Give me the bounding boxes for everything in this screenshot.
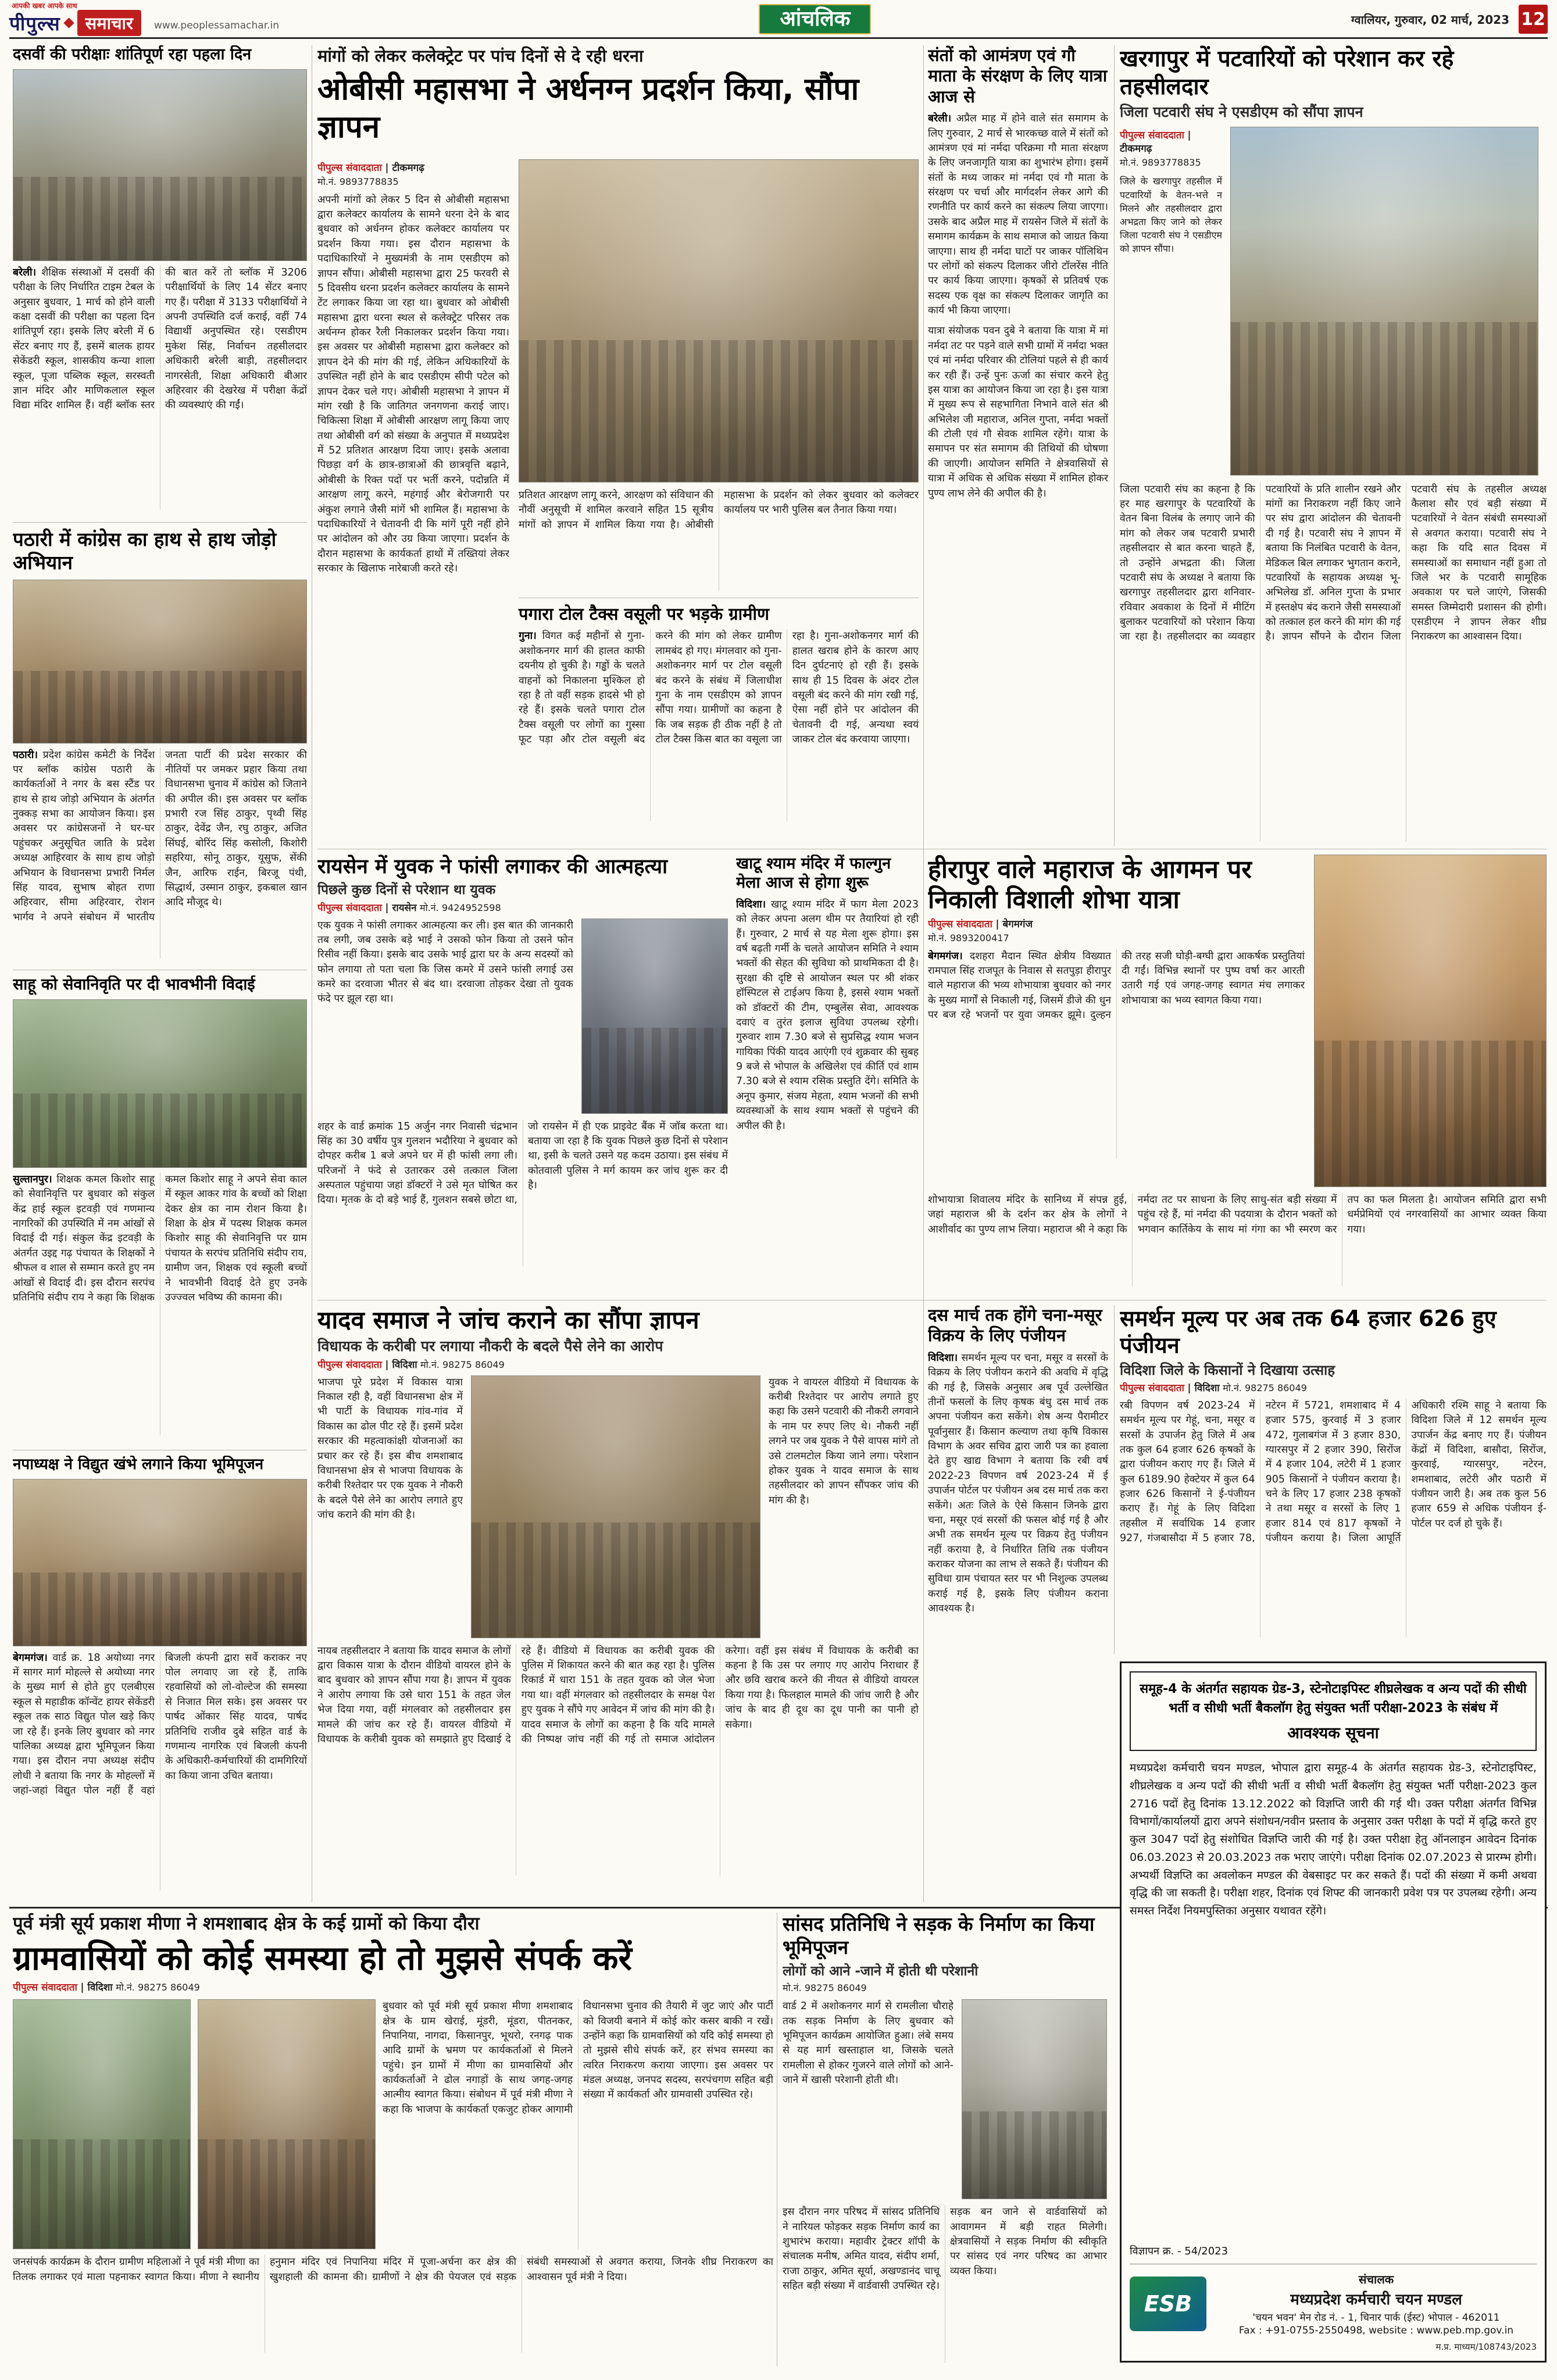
article-sahu-farewell <box>13 975 307 1445</box>
pagara-headline: पगारा टोल टैक्स वसूली पर भड़के ग्रामीण <box>519 604 769 624</box>
sansad-photo <box>962 1999 1107 2199</box>
byline-phone: मो.नं. 9893778835 <box>1120 156 1201 168</box>
article-heerapur-yatra <box>928 855 1547 1298</box>
ad-signatory: संचालक <box>1358 2272 1394 2286</box>
sahu-headline: साहू को सेवानिवृति पर दी भावभीनी विदाई <box>13 975 255 994</box>
byline-agency: पीपुल्स संवाददाता <box>317 162 382 174</box>
raisen-photo <box>581 919 728 1114</box>
yadav-body-3 <box>317 1644 919 1875</box>
byline-phone: मो.नं. 9424952598 <box>420 902 501 913</box>
dateline: बरेली। <box>928 113 952 125</box>
logo-diamond-icon <box>63 17 74 28</box>
article-congress-abhiyan <box>13 528 307 965</box>
byline-agency: पीपुल्स संवाददाता <box>13 1982 77 1994</box>
article-yadav-gyapan <box>317 1305 919 1902</box>
byline-city: | विदिशा <box>80 1982 113 1994</box>
pagara-body <box>519 629 919 821</box>
byline-phone: मो.नं. 98275 86049 <box>1223 1382 1307 1393</box>
samarthan-subhead: विदिशा जिले के किसानों ने दिखाया उत्साह <box>1120 1361 1335 1378</box>
samarthan-body <box>1120 1399 1547 1637</box>
masthead-tagline: आपकी खबर आपके साथ <box>12 1 77 10</box>
byline-phone: मो.नं. 98275 86049 <box>116 1982 200 1993</box>
yadav-body-1: भाजपा पूरे प्रदेश में विकास यात्रा निकाल रही है, वहीं विधानसभा क्षेत्र में भी पार्टी के विधायक गांव-गांव में विकास का ढोल पीट रहे हैं। इसमें प्रदेश सरकार की महत्वाकांक्षी योजनाओं का प्रचार कर रहे हैं। इस बीच शमशाबाद विधानसभा क्षेत्र से भाजपा विधायक के करीबी रिश्तेदार पर एक युवक ने नौकरी के बदले पैसे लेने का आरोप लगाते हुए जांच कराने की मांग की है। <box>317 1376 463 1521</box>
masthead-rule <box>9 37 1548 39</box>
body-text: इस दौरान नगर परिषद में सांसद प्रतिनिधि ने नारियल फोड़कर सड़क निर्माण कार्य का शुभारंभ कराया। महावीर ट्रेक्टर शॉपी के संचालक मनीष, अमित यादव, संदीप शर्मा, राजा ठाकुर, अमित सूर्या, अखण्डानंद चाचू सहित बड़ी संख्या में वार्डवासी उपस्थित रहे। सड़क बन जाने से वार्डवासियों को आवागमन में बड़ी राहत मिलेगी। क्षेत्रवासियों ने सड़क निर्माण की स्वीकृति पर सांसद एवं नगर परिषद का आभार व्यक्त किया। <box>783 2206 1107 2292</box>
dateline: सुल्तानपुर। <box>13 1173 52 1185</box>
exam-photo <box>13 69 307 261</box>
page-number: 12 <box>1519 5 1548 34</box>
congress-photo <box>13 580 307 744</box>
body-text: विगत कई महीनों से गुना-अशोकनगर मार्ग की हालत काफी दयनीय हो चुकी है। गड्ढों के चलते वाहनों को निकालना मुश्किल हो रहा है तो वहीं सड़क हादसे भी हो रहे हैं। इसके चलते पगारा टोल टैक्स वसूली पर लोगों का गुस्सा फूट पड़ा और टोल वसूली बंद करने की मांग को लेकर ग्रामीण लामबंद हो गए। मंगलवार को गुना-अशोकनगर मार्ग पर टोल वसूली बंद करने के संबंध में जिलाधीश गुना के नाम एसडीएम को ज्ञापन सौंपा गया। ग्रामीणों का कहना है कि जब सड़क ही ठीक नहीं है तो टोल टैक्स किस बात का वसूला जा रहा है। गुना-अशोकनगर मार्ग की हालत खराब होने के कारण आए दिन दुर्घटनाएं हो रही हैं। इसके साथ ही 15 दिवस के अंदर टोल वसूली बंद करने की मांग रखी गई, ऐसा नहीं होने पर आंदोलन की चेतावनी दी गई, अन्यथा स्वयं जाकर टोल बंद करवाया जाएगा। <box>519 630 919 745</box>
dateline: विदिशा। <box>928 1352 958 1364</box>
ad-title: समूह-4 के अंतर्गत सहायक ग्रेड-3, स्टेनोटाइपिस्ट शीघ्रलेखक व अन्य पदों की सीधी भर्ती व सीधी भर्ती बैकलॉग हेतु संयुक्त भर्ती परीक्षा-2023 के संबंध में <box>1140 1682 1527 1716</box>
article-raisen-suicide <box>317 855 728 1298</box>
dateline: विदिशा। <box>736 898 766 910</box>
esb-recruitment-notice <box>1120 1661 1547 2363</box>
raisen-body-2 <box>317 1120 728 1266</box>
yadav-subhead: विधायक के करीबी पर लगाया नौकरी के बदले पैसे लेने का आरोप <box>317 1338 663 1355</box>
byline-agency: पीपुल्स संवाददाता <box>1120 1382 1184 1394</box>
byline-agency: पीपुल्स संवाददाता <box>1120 129 1184 141</box>
body-text: रबी विपणन वर्ष 2023-24 में समर्थन मूल्य पर गेहूं, चना, मसूर व सरसों के उपार्जन हेतु जिले में अब तक कुल 64 हजार 626 कृषकों के द्वारा पंजीयन कराए गए हैं। जिले में कुल 6189.90 हेक्टेयर में कुल 64 हजार 626 किसानों ने ई-पंजीयन कराए हैं। गेहूं के लिए विदिशा तहसील में सर्वाधिक 14 हजार 927, गंजबासौदा में 5 हजार 78, नटेरन में 5721, शमशाबाद में 4 हजार 575, कुरवाई में 3 हजार 472, गुलाबगंज में 3 हजार 830, ग्यारसपुर में 2 हजार 390, सिरोंज में 4 हजार 104, लटेरी में 1 हजार 905 किसानों ने पंजीयन कराया है। चने के लिए 17 हजार 238 कृषकों ने तथा मसूर व सरसों के लिए 1 हजार 814 एवं 817 कृषकों ने पंजीयन कराया है। जिला आपूर्ति अधिकारी रश्मि साहू ने बताया कि विदिशा जिले में 12 समर्थन मूल्य उपार्जन केंद्र बनाए गए हैं। पंजीयन केंद्रों में विदिशा, बासौदा, सिरोंज, कुरवाई, ग्यारसपुर, नटेरन, शमशाबाद, लटेरी और पठारी में पंजीयन जारी है। अब तक कुल 56 हजार 659 से अधिक पंजीयन ई-पोर्टल पर दर्ज हो चुके हैं। <box>1120 1399 1547 1545</box>
santo-headline: संतों को आमंत्रण एवं गौ माता के संरक्षण के लिए यात्रा आज से <box>928 45 1108 106</box>
heerapur-body-1 <box>928 949 1305 1159</box>
ad-org-contact: Fax : +91-0755-2550498, website : www.peb.mp.gov.in <box>1238 2325 1514 2336</box>
heerapur-headline: हीरापुर वाले महाराज के आगमन पर निकाली विशाली शोभा यात्रा <box>928 855 1252 915</box>
heerapur-byline <box>928 918 1305 931</box>
article-khargapur-patwari <box>1120 45 1547 846</box>
khargapur-top-row <box>1120 127 1547 476</box>
byline-city: | टीकमगढ़ <box>385 162 424 174</box>
sahu-photo <box>13 999 307 1168</box>
khargapur-headline: खरगापुर में पटवारियों को परेशान कर रहे तहसीलदार <box>1120 46 1454 100</box>
poles-photo <box>13 1479 307 1646</box>
article-poles-bhumipujan <box>13 1456 307 1901</box>
khargapur-subhead: जिला पटवारी संघ ने एसडीएम को सौंपा ज्ञापन <box>1120 103 1363 121</box>
byline-phone: मो.नं. 98275 86049 <box>420 1359 505 1370</box>
ad-reference-number: विज्ञापन क्र. - 54/2023 <box>1130 2245 1229 2257</box>
ad-org-name: मध्यप्रदेश कर्मचारी चयन मण्डल <box>1290 2291 1462 2308</box>
heerapur-body-2 <box>928 1193 1547 1286</box>
article-obc-protest <box>317 45 919 846</box>
sansad-body-2 <box>783 2205 1107 2363</box>
dateline: बरेली। <box>13 266 37 278</box>
raisen-byline <box>317 902 728 915</box>
logo-text-2: समाचार <box>77 10 141 36</box>
obc-protest-photo <box>519 159 919 483</box>
newspaper-logo <box>9 2 141 36</box>
column-divider <box>1114 45 1115 846</box>
body-text: प्रतिशत आरक्षण लागू करने, आरक्षण को संविधान की नौवीं अनुसूची में शामिल करवाने सहित 15 सूत्रीय मांगों को ज्ञापन में शामिल किया गया है। ओबीसी महासभा के प्रदर्शन को लेकर बुधवार को कलेक्टर कार्यालय पर भारी पुलिस बल तैनात किया गया। <box>519 489 919 531</box>
byline-agency: पीपुल्स संवाददाता <box>317 1359 382 1371</box>
ad-body: मध्यप्रदेश कर्मचारी चयन मण्डल, भोपाल द्वारा समूह-4 के अंतर्गत सहायक ग्रेड-3, स्टेनोटाइपिस्ट, शीघ्रलेखक व अन्य पदों की सीधी भर्ती व सीधी भर्ती बैकलॉग हेतु संयुक्त भर्ती परीक्षा-2023 कुल 2716 पदों हेतु दिनांक 13.12.2022 को विज्ञप्ति जारी की गई थी। उक्त परीक्षा अंतर्गत विभिन्न विभागों/कार्यालयों द्वारा अपने संशोधन/नवीन प्रस्ताव के अनुसार उक्त परीक्षा के पदों में वृद्धि करते हुए कुल 3047 पदों हेतु संशोधित विज्ञप्ति जारी की गई है। उक्त परीक्षा हेतु ऑनलाइन आवेदन दिनांक 06.03.2023 से 20.03.2023 तक भराए जाएंगे। परीक्षा दिनांक 02.07.2023 से प्रारम्भ होगी। अभ्यर्थी विज्ञप्ति का अवलोकन मण्डल की वेबसाइट पर कर सकते हैं। पदों की संख्या में कमी अथवा वृद्धि की जा सकती है। परीक्षा शहर, दिनांक एवं शिफ्ट की जानकारी प्रवेश पत्र पर उपलब्ध रहेगी। अन्य समस्त निर्देश नियमपुस्तिका अनुसार यथावत रहेंगे। <box>1130 1761 1537 1918</box>
body-text: समर्थन मूल्य पर चना, मसूर व सरसों के विक्रय के लिए पंजीयन कराने की अवधि में वृद्धि की गई है, जिसके अनुसार अब पूर्व उल्लेखित तीनों फसलों के लिए कृषक बंधु दस मार्च तक अपना पंजीयन करा सकेंगे। शेष अन्य पैरामीटर पूर्वानुसार हैं। किसान कल्याण तथा कृषि विकास विभाग के अवर सचिव द्वारा जारी पत्र का हवाला देते हुए खाद्य विभाग ने बताया कि रबी वर्ष 2022-23 विपणन वर्ष 2023-24 में ई उपार्जन पोर्टल पर पंजीयन अब दस मार्च तक करा सकेंगे। अतः जिले के ऐसे किसान जिनके द्वारा चना, मसूर एवं सरसों की फसल बोई गई है और अभी तक समर्थन मूल्य पर विक्रय हेतु पंजीयन नहीं कराया है, वे निर्धारित तिथि तक पंजीयन कराकर योजना का लाभ ले सकते हैं। पंजीयन की सुविधा ग्राम पंचायत स्तर पर भी निशुल्क उपलब्ध कराई गई है, इसके लिए पंजीयन कराना आवश्यक है। <box>928 1352 1108 1615</box>
raisen-headline: रायसेन में युवक ने फांसी लगाकर की आत्महत्या <box>317 855 668 878</box>
byline-city: | विदिशा <box>1187 1382 1220 1394</box>
obc-left-column <box>317 159 509 845</box>
khargapur-photo <box>1230 127 1538 476</box>
meena-body-1 <box>383 1999 773 2249</box>
body-text: वार्ड क्र. 18 अयोध्या नगर में सागर मार्ग मोहल्ले से अयोध्या नगर के मुख्य मार्ग से होते हुए एलबीएस स्कूल से महाडीक कॉन्वेंट हायर सेकेंडरी स्कूल तक साठ विद्युत पोल खड़े किए जा रहे हैं। इनके लिए बुधवार को नगर पालिका अध्यक्ष द्वारा भूमिपूजन किया गया। इस दौरान नपा अध्यक्ष संदीप लोधी ने बताया कि नगर के मोहल्लों में जहां-जहां विद्युत पोल नहीं हैं वहां बिजली कंपनी द्वारा सर्वे कराकर नए पोल लगवाए जा रहे हैं, ताकि रहवासियों को लो-वोल्टेज की समस्या से निजात मिल सके। इस अवसर पर पार्षद ओंकार सिंह यादव, पार्षद प्रतिनिधि राजीव दुबे सहित वार्ड के गणमान्य नागरिक एवं बिजली कंपनी के अधिकारी-कर्मचारियों की दामगिरियों का किया जाना उचित बताया। <box>13 1652 307 1797</box>
article-santo-yatra <box>928 45 1108 846</box>
heerapur-photo <box>1314 855 1547 1187</box>
body-text: दशहरा मैदान स्थित क्षेत्रीय विख्यात रामपाल सिंह राजपूत के निवास से सतपुड़ा हीरापुर वाले महाराज की भव्य शोभायात्रा बुधवार को नगर के मुख्य मार्गों से निकाली गई, जिसमें डीजे की धुन पर बज रहे भजनों पर युवा जमकर झूमे। दुल्हन की तरह सजी घोड़ी-बग्घी द्वारा आकर्षक प्रस्तुतियां दी गईं। विभिन्न स्थानों पर पुष्प वर्षा कर आरती उतारी गई एवं जगह-जगह स्वागत मंच लगाक‍र शोभायात्रा का भव्य स्वागत किया गया। <box>928 950 1305 1021</box>
logo-text-1: पीपुल्स <box>9 12 60 35</box>
dasmarch-headline: दस मार्च तक होंगे चना-मसूर विक्रय के लिए पंजीयन <box>928 1305 1102 1346</box>
yadav-top-row <box>317 1375 919 1638</box>
poles-headline: नपाध्यक्ष ने विद्युत खंभे लगाने किया भूमिपूजन <box>13 1456 264 1473</box>
body-text: नायब तहसीलदार ने बताया कि यादव समाज के लोगों द्वारा विकास यात्रा के दौरान वीडियो वायरल होने के बाद बुधवार को ज्ञापन सौंपा गया है। ज्ञापन में युवक ने आरोप लगाया कि उसे धारा 151 के तहत जेल भेज दिया गया, वहीं मंगलवार को तहसीलदार इस मामले की जांच कर रहे हैं। वायरल वीडियो में विधायक के करीबी युवक को समझाते हुए दिखाई दे रहे हैं। वीडियो में विधायक का करीबी युवक की पुलिस में शिकायत करने की बात कह रहा है। पुलिस रिकार्ड में धारा 151 के तहत युवक को जेल भेजा गया था। वहीं मंगलवार को तहसीलदार के समक्ष पेश हुए युवक ने सौंपे गए आवेदन में जांच की मांग की है। यादव समाज के लोगों का कहना है कि यदि मामले की निष्पक्ष जांच नहीं की गई तो समाज आंदोलन करेगा। वहीं इस संबंध में विधायक के करीबी का कहना है कि उस पर लगाए गए आरोप निराधार हैं और छवि खराब करने की नीयत से वीडियो वायरल किया गया है। फिलहाल मामले की जांच जारी है और जांच के बाद ही दूध का दूध पानी का पानी हो सकेगा। <box>317 1645 919 1745</box>
meena-photo-2 <box>198 1999 376 2249</box>
row-divider <box>13 522 307 523</box>
sansad-phone: मो.नं. 98275 86049 <box>783 1982 867 1994</box>
column-divider <box>1114 1305 1115 1654</box>
obc-body-lead: अपनी मांगों को लेकर 5 दिन से ओबीसी महासभा द्वारा कलेक्टर कार्यालय के सामने धरना देने के बाद बुधवार को अर्धनग्न होकर कलेक्टर कार्यालय पर प्रदर्शन किया गया। इस दौरान महासभा के पदाधिकारियों ने मुख्यमंत्री के नाम एसडीएम को ज्ञापन सौंपा। ओबीसी महासभा द्वारा 25 फरवरी से 5 दिवसीय धरना प्रदर्शन कलेक्टर कार्यालय के सामने टेंट लगाकर किया जा रहा था। बुधवार को ओबीसी महासभा द्वारा धरना स्थल से कलेक्ट्रेट परिसर तक अर्धनग्न होकर रैली निकालकर प्रदर्शन किया गया। इस अवसर पर ओबीसी महासभा द्वारा कलेक्टर को ज्ञापन देने की मांग की गई, लेकिन अधिकारियों के उपस्थित नहीं होने के बाद एसडीएम सीपी पटेल को ज्ञापन देकर चले गए। ओबीसी महासभा ने ज्ञापन में मांग रखी है कि जातिगत जनगणना कराई जाए। चिकित्सा शिक्षा में ओबीसी आरक्षण लागू किया जाए तथा ओबीसी वर्ग को संख्या के अनुपात में मध्यप्रदेश में 52 प्रतिशत आरक्षण दिया जाए। इसके अलावा पिछड़ा वर्ग के छात्र-छात्राओं की छात्रवृत्ति बढ़ाने, ओबीसी के रिक्त पदों पर भर्ती करने, पदोन्नति में आरक्षण लागू करने, महंगाई और बेरोजगारी पर अंकुश लगाने जैसी मांगें भी शामिल हैं। महासभा के पदाधिकारियों ने चेतावनी दी कि मांगें पूरी नहीं होने पर आंदोलन को और उग्र किया जाएगा। प्रदर्शन के दौरान महासभा के कार्यकर्ता हाथों में तख्तियां लेकर सरकार के खिलाफ नारेबाजी करते रहे। <box>317 194 509 575</box>
byline-city: | विदिशा <box>385 1359 417 1371</box>
yadav-byline <box>317 1359 919 1372</box>
byline-city: | टीकमगढ़ <box>1120 129 1191 155</box>
heerapur-top-row <box>928 855 1547 1187</box>
byline-city: | रायसेन <box>385 902 417 914</box>
yadav-photo <box>471 1375 760 1638</box>
body-text: खाटू श्याम मंदिर में फाग मेला 2023 को लेकर अपना अलग थीम पर तैयारियां हो रही हैं। गुरुवार, 2 मार्च से यह मेला शुरू होगा। इस वर्ष बढ़ती गर्मी के चलते आयोजन समिति ने श्याम भक्तों की सेहत की सुविधा को प्राथमिकता दी है। सुरक्षा की दृष्टि से आयोजन स्थल पर श्री शंकर हॉस्पिटल से टाईअप किया है, इससे श्याम भक्तों को डॉक्टरों की टीम, एम्बुलेंस सेवा, आवश्यक दवाएं व तुरंत इलाज सुविधा उपलब्ध रहेगी। गुरुवार शाम 7.30 बजे से सुप्रसिद्ध श्याम भजन गायिका पिंकी यादव आएंगी एवं शुक्रवार की सुबह 9 बजे से भोपाल के अखिलेश एवं कीर्ति एवं शाम 7.30 बजे से श्याम रसिक प्रस्तुति देंगे। समिति के अनूप कुमार, संजय मेहता, श्याम भजनों की सभी व्यवस्थाओं के साथ श्याम भक्तों से पहुंचने की अपील की है। <box>736 898 919 1132</box>
obc-body-more <box>519 488 919 591</box>
edition-dateline: ग्वालियर, गुरुवार, 02 मार्च, 2023 <box>1351 12 1509 27</box>
body-text: शोभायात्रा शिवालय मंदिर के सानिध्य में संपन्न हुई, जहां महाराज श्री के दर्शन कर क्षेत्र के लोगों ने आशीर्वाद का पुण्य लाभ लिया। महाराज श्री ने कहा कि नर्मदा तट पर साधना के लिए साधु-संत बड़ी संख्या में पहुंच रहे हैं, मां नर्मदा की पदयात्रा के दौरान भक्तों को भगवान कार्तिकेय के साथ मां गंगा का भी स्मरण कर तप का फल मिलता है। आयोजन समिति द्वारा सभी धर्मप्रेमियों एवं नगरवासियों का आभार व्यक्त किया गया। <box>928 1194 1547 1235</box>
esb-logo-text: ESB <box>1144 2291 1192 2317</box>
dasmarch-body <box>928 1351 1108 1863</box>
meena-body-2 <box>13 2255 773 2353</box>
meena-kicker: पूर्व मंत्री सूर्य प्रकाश मीणा ने शमशाबाद क्षेत्र के कई ग्रामों को किया दौरा <box>13 1913 480 1934</box>
masthead <box>9 2 1548 36</box>
exam-body <box>13 266 307 510</box>
article-sansad-bhumipujan <box>783 1913 1107 2367</box>
khatu-body <box>736 898 919 1264</box>
sahu-body <box>13 1173 307 1435</box>
raisen-top-row <box>317 919 728 1114</box>
sansad-top-row <box>783 1999 1107 2199</box>
ad-title-box <box>1130 1671 1537 1751</box>
body-text: शैक्षिक संस्थाओं में दसवीं की परीक्षा के लिए निर्धारित टाइम टेबल के अनुसार बुधवार, 1 मार्च को होने वाली कक्षा दसवीं की परीक्षा का पहला दिन शांतिपूर्ण रहा। इसके लिए बरेली में 6 सेंटर बनाए गए हैं, इसमें बालक हायर सेकेंडरी स्कूल, शासकीय कन्या शाला स्कूल, पूजा पब्लिक स्कूल, सरस्वती ज्ञान मंदिर और माणिकलाल स्कूल विद्या मंदिर शामिल हैं। वहीं ब्लॉक स्तर की बात करें तो ब्लॉक में 3206 परीक्षार्थियों के लिए 14 सेंटर बनाए गए हैं। परीक्षा में 3133 परीक्षार्थियों ने अपनी उपस्थिति दर्ज कराई, वहीं 74 विद्यार्थी अनुपस्थित रहे। एसडीएम मुकेश सिंह, निर्वाचन तहसीलदार अधिकारी बरेली बाड़ी, तहसीलदार नागरसेती, शिक्षा अधिकारी बीआर अहिरवार की देखरेख में परीक्षा केंद्रों की व्यवस्थाएं की गईं। <box>13 266 307 412</box>
byline-agency: पीपुल्स संवाददाता <box>317 902 382 914</box>
congress-headline: पठारी में कांग्रेस का हाथ से हाथ जोड़ो अभियान <box>13 528 277 574</box>
congress-body <box>13 748 307 959</box>
ad-footer <box>1130 2264 1537 2336</box>
sansad-headline: सांसद प्रतिनिधि ने सड़क के निर्माण का किया भूमिपूजन <box>783 1913 1095 1959</box>
body-text: जिला पटवारी संघ का कहना है कि हर माह खरगापुर के पटवारियों के वेतन बिना विलंब के लगाए जाने की मांग को लेकर जब पटवारी प्रभारी तहसीलदार से बात करना चाहते हैं, तो उन्होंने अभद्रता की। जिला पटवारी संघ के अध्यक्ष ने बताया कि खरगापुर तहसीलदार द्वारा शनिवार-रविवार अवकाश के दिनों में मीटिंग बुलाकर पटवारियों को परेशान किया जा रहा है। तहसीलदार का व्यवहार पटवारियों के प्रति शालीन रखने और मांगों का निराकरण नहीं किए जाने पर संघ द्वारा आंदोलन की चेतावनी दी गई है। पटवारी संघ ने ज्ञापन में बताया कि निलंबित पटवारी के वेतन, मेडिकल बिल लगाकर भुगतान कराने, पटवारियों के सहायक अध्यक्ष भू-अभिलेख डॉ. अनिल गुप्ता के प्रभार में हस्तक्षेप बंद कराने जैसी समस्याओं को तत्काल हल करने की मांग की गई है। ज्ञापन सौंपने के दौरान जिला पटवारी संघ के तहसील अध्यक्ष कैलाश सौर एवं बड़ी संख्या में पटवारियों ने वेतन संबंधी समस्याओं से अवगत कराया। पटवारी संघ ने कहा कि यदि सात दिवस में समस्याओं का समाधान नहीं हुआ तो जिले भर के पटवारी सामूहिक अवकाश पर चले जाएंगे, जिसकी समस्त जिम्मेदारी प्रशासन की होगी। एसडीएम ने ज्ञापन लेकर शीघ्र निराकरण का आश्वासन दिया। <box>1120 483 1547 643</box>
article-dasmarch-panjiyan <box>928 1305 1108 1902</box>
meena-content-row <box>13 1999 773 2249</box>
khargapur-byline <box>1120 129 1222 156</box>
raisen-subhead: पिछले कुछ दिनों से परेशान था युवक <box>317 882 496 898</box>
khargapur-left-col <box>1120 127 1222 476</box>
masthead-website: www.peoplessamachar.in <box>153 20 280 31</box>
santo-body <box>928 112 1108 832</box>
dateline: पठारी। <box>13 749 38 761</box>
sansad-body-1: वार्ड 2 में अशोकनगर मार्ग से रामलीला चौराहे तक सड़क निर्माण के लिए बुधवार को भूमिपूजन कार्यक्रम आयोजित हुआ। लंबे समय से यह मार्ग खस्ताहाल था, जिसके चलते रामलीला से होकर गुजरने वाले लोगों को आने-जाने में खासी परेशानी होती थी। <box>783 2000 954 2086</box>
khargapur-body <box>1120 483 1547 842</box>
samarthan-headline: समर्थन मूल्य पर अब तक 64 हजार 626 हुए पंजीयन <box>1120 1306 1497 1359</box>
dateline: गुना। <box>519 630 537 642</box>
byline-phone: मो.नं. 9893778835 <box>317 176 399 187</box>
section-label: आंचलिक <box>759 4 871 34</box>
body-text: शहर के वार्ड क्रमांक 15 अर्जुन नगर निवासी चंद्रभान सिंह का 30 वर्षीय पुत्र गुलशन भदौरिया ने बुधवार को दोपहर करीब 1 बजे अपने घर में ही फांसी लगा ली। परिजनों ने फंदे से उतारकर उसे तत्काल जिला अस्पताल पहुंचाया जहां डॉक्टरों ने उसे मृत घोषित कर दिया। मृतक के दो बड़े भाई हैं, गुलशन सबसे छोटा था, जो रायसेन में ही एक प्राइवेट बैंक में जॉब करता था। बताया जा रहा है कि युवक पिछले कुछ दिनों से परेशान था, इसी के चलते उसने यह कदम उठाया। इस संबंध में कोतवाली पुलिस ने मर्ग कायम कर जांच शुरू कर दी है। <box>317 1120 728 1206</box>
meena-photo-1 <box>13 1999 191 2249</box>
byline-city: | बेगमगंज <box>995 918 1033 930</box>
article-exam-first-day <box>13 45 307 517</box>
meena-headline: ग्रामवासियों को कोई समस्या हो तो मुझसे संपर्क करें <box>13 1939 632 1978</box>
column-divider <box>923 45 924 1902</box>
body-text: बुधवार को पूर्व मंत्री सूर्य प्रकाश मीणा शमशाबाद क्षेत्र के ग्राम खेराई, मूंडरी, मूंडरा, पीतनकर, निपानिया, नागदा, किसानपुर, भूथरो, रनगढ़ पाक आदि ग्रामों के भ्रमण पर कार्यकर्ताओं से मिलने पहुंचे। इन ग्रामों में मीणा का ग्रामवासियों और कार्यकर्ताओं ने ढोल नगाड़ों के साथ जगह-जगह आत्मीय स्वागत किया। संबोधन में पूर्व मंत्री मीणा ने कहा कि भाजपा के कार्यकर्ता एकजुट होकर आगामी विधानसभा चुनाव की तैयारी में जुट जाएं और पार्टी को विजयी बनाने में कोई कोर कसर बाकी न रखें। उन्होंने कहा कि ग्रामवासियों को यदि कोई समस्या हो तो मुझसे सीधे संपर्क करें, हर संभव समस्या का त्वरित निराकरण कराया जाएगा। इस अवसर पर मंडल अध्यक्ष, जनपद सदस्य, सरपंचगण सहित बड़ी संख्या में कार्यकर्ता और ग्रामवासी उपस्थित रहे। <box>383 2000 773 2115</box>
khargapur-lead: जिले के खरगापुर तहसील में पटवारियों के वेतन-भत्ते न मिलने और तहसीलदार द्वारा अभद्रता किए जाने को लेकर जिला पटवारी संघ ने एसडीएम को ज्ञापन सौंपा। <box>1120 176 1222 255</box>
raisen-body-1: एक युवक ने फांसी लगाकर आत्महत्या कर ली। इस बात की जानकारी तब लगी, जब उसके बड़े भाई ने उसको फोन किया तो उसने फोन रिसीव नहीं किया। इसके बाद उसके भाई द्वारा घर के अन्य सदस्यों को फोन लगाया तो पता चला कि जिस कमरे में उसने फांसी लगाई उस कमरे का दरवाजा भीतर से बंद था। दरवाजा तोड़कर देखा तो युवक फंदे पर झूल रहा था। <box>317 919 573 1005</box>
body-text: जनसंपर्क कार्यक्रम के दौरान ग्रामीण महिलाओं ने पूर्व मंत्री मीणा का तिलक लगाकर एवं माला पहनाकर स्वागत किया। मीणा ने स्थानीय हनुमान मंदिर एवं निपानिया मंदिर में पूजा-अर्चना कर क्षेत्र की खुशहाली की कामना की। ग्रामीणों ने क्षेत्र की पेयजल एवं सड़क संबंधी समस्याओं से अवगत कराया, जिनके शीघ्र निराकरण का आश्वासन पूर्व मंत्री ने दिया। <box>13 2256 773 2283</box>
body-text: अप्रैल माह में होने वाले संत समागम के लिए गुरुवार, 2 मार्च से भारकच्छ वाले में संतों को आमंत्रण एवं मां नर्मदा परिक्रमा गौ माता संरक्षण के लिए जनजागृति यात्रा का शुभारंभ होगा। इसमें संतों के मध्य जाकर मां नर्मदा एवं गौ माता के संरक्षण पर चर्चा और मार्गदर्शन लेकर आगे की रणनीति पर कार्य करने का संकल्प लिया जाएगा। उसके बाद अप्रैल माह में रायसेन जिले में संतों के समागम कार्यक्रम के साथ समाज को जाग्रत किया जाएगा। साथ ही नर्मदा घाटों पर जाकर पॉलिथिन पर लोगों को संकल्प दिलाकर जीरो टॉलरेंस नीति पर कार्य किया जाएगा। कृषकों से प्रतिवर्ष एक सदस्य एक वृक्ष का संकल्प दिलाकर जागृति का कार्य भी किया जाएगा। <box>928 113 1108 316</box>
body-text: यात्रा संयोजक पवन दुबे ने बताया कि यात्रा में मां नर्मदा तट पर पड़ने वाले सभी ग्रामों में नर्मदा भक्त एवं मां नर्मदा परिवार की टोलियां पहले से ही कार्य कर रही हैं। उन्हें पुनः ऊर्जा का संचार करने हेतु इस यात्रा का आयोजन किया जा रहा है। इस यात्रा में मुख्य रूप से सहभागिता निभाने वाले संत श्री अभिलेश जी महाराज, अनिल गुप्ता, नर्मदा भक्तों की टोली एवं गौ सेवक शामिल रहेंगे। यात्रा के समापन पर संत समागम की तिथियों की घोषणा की जाएगी। आयोजन समिति ने क्षेत्रवासियों से यात्रा में अधिक से अधिक संख्या में शामिल होकर पुण्य लाभ लेने की अपील की है। <box>928 325 1108 499</box>
ad-organization <box>1216 2271 1537 2336</box>
samarthan-byline <box>1120 1382 1547 1395</box>
article-khatu-mela <box>736 855 919 1298</box>
body-text: प्रदेश कांग्रेस कमेटी के निर्देश पर ब्लॉक कांग्रेस पठारी के कार्यकर्ताओं ने नगर के बस स्टैंड पर हाथ से हाथ जोड़ो अभियान के अंतर्गत नुक्कड़ सभा का आयोजन किया। इस अवसर पर कांग्रेसजनों ने घर-घर पहुंचकर अनुसूचित जाति के प्रदेश अध्यक्ष आहिरवार के साथ हाथ जोड़ो अभियान के विधानसभा प्रभारी निर्मल सिंह यादव, सुभाष बोहत राणा अहिरवार, सीमा अहिरवार, रोशन भार्गव ने अपने संबोधन में भारतीय जनता पार्टी की प्रदेश सरकार की नीतियों पर जमकर प्रहार किया तथा विधानसभा चुनाव में कांग्रेस को जिताने की अपील की। इस अवसर पर ब्लॉक प्रभारी रज सिंह ठाकुर, पृथ्वी सिंह ठाकुर, देवेंद्र जैन, रघु ठाकुर, अजित सिंघई, बोरिंद सिंह कसोली, किशोरी सहरिया, सोनू ठाकुर, यूसुफ, सेंकी जैन, आरिफ राईन, बिरजू पंथी, सिद्धार्थ, उस्मान ठाकुर, इकबाल खान आदि मौजूद थे। <box>13 749 307 923</box>
article-samarthan-mulya <box>1120 1305 1547 1654</box>
ad-org-address: 'चयन भवन' मेन रोड नं. - 1, चिनार पार्क (ईस्ट) भोपाल - 462011 <box>1252 2312 1500 2324</box>
article-meena-tour <box>13 1913 773 2367</box>
byline-phone: मो.नं. 9893200417 <box>928 932 1009 944</box>
dateline: बेगमगंज। <box>928 950 963 962</box>
obc-right-column <box>519 159 919 821</box>
poles-body <box>13 1651 307 1891</box>
dateline: बेगमगंज। <box>13 1652 48 1664</box>
meena-byline <box>13 1981 773 1995</box>
esb-logo <box>1130 2277 1206 2331</box>
sansad-subhead: लोगों को आने -जाने में होती थी परेशानी <box>783 1963 979 1979</box>
article-pagara-toll <box>519 598 919 821</box>
ad-registration: म.प्र. माध्यम/108743/2023 <box>1435 2342 1537 2352</box>
byline-agency: पीपुल्स संवाददाता <box>928 918 992 930</box>
yadav-body-2: युवक ने वायरल वीडियो में विधायक के करीबी रिश्तेदार पर आरोप लगाते हुए कहा कि उसने पटवारी की नौकरी लगवाने के नाम पर रुपए लिए थे। नौकरी नहीं लगने पर जब युवक ने पैसे वापस मांगे तो उसे टालमटोल किया जाने लगा। परेशान होकर युवक ने यादव समाज के साथ तहसीलदार को ज्ञापन सौंपकर जांच की मांग की है। <box>769 1376 919 1506</box>
khatu-headline: खाटू श्याम मंदिर में फाल्गुन मेला आज से होगा शुरू <box>736 855 891 892</box>
obc-byline <box>317 162 509 175</box>
yadav-headline: यादव समाज ने जांच कराने का सौंपा ज्ञापन <box>317 1306 699 1334</box>
obc-kicker: मांगों को लेकर कलेक्ट्रेट पर पांच दिनों से दे रही धरना <box>317 46 644 66</box>
exam-headline: दसवीं की परीक्षाः शांतिपूर्ण रहा पहला दिन <box>13 45 252 63</box>
obc-headline: ओबीसी महासभा ने अर्धनग्न प्रदर्शन किया, सौंपा ज्ञापन <box>317 72 859 145</box>
heerapur-left <box>928 855 1305 1187</box>
body-text: शिक्षक कमल किशोर साहू को सेवानिवृत्ति पर बुधवार को संकुल केंद्र हाई स्कूल इटवड़ी एवं गणमान्य नागरिकों की उपस्थिति में नम आंखों से विदाई दी गई। संकुल केंद्र इटवड़ी के अंतर्गत उइद्द गढ़ पंचायत के शिक्षकों ने श्रीफल व शाल से सम्मान करते हुए नम आंखों से विदाई दी। इस दौरान सरपंच प्रतिनिधि संदीप राय ने कहा कि शिक्षक कमल किशोर साहू ने अपने सेवा काल में स्कूल आकर गांव के बच्चों को शिक्षा देकर क्षेत्र का नाम रोशन किया है। शिक्षा के क्षेत्र में पदस्थ शिक्षक कमल किशोर साहू की सेवानिवृत्ति पर ग्राम पंचायत के सरपंच प्रतिनिधि संदीप राय, ग्रामीण जन, शिक्षक एवं स्कूली बच्चों ने भावभीनी विदाई देते हुए उनके उज्ज्वल भविष्य की कामना की। <box>13 1173 307 1303</box>
ad-subtitle: आवश्यक सूचना <box>1287 1724 1379 1742</box>
